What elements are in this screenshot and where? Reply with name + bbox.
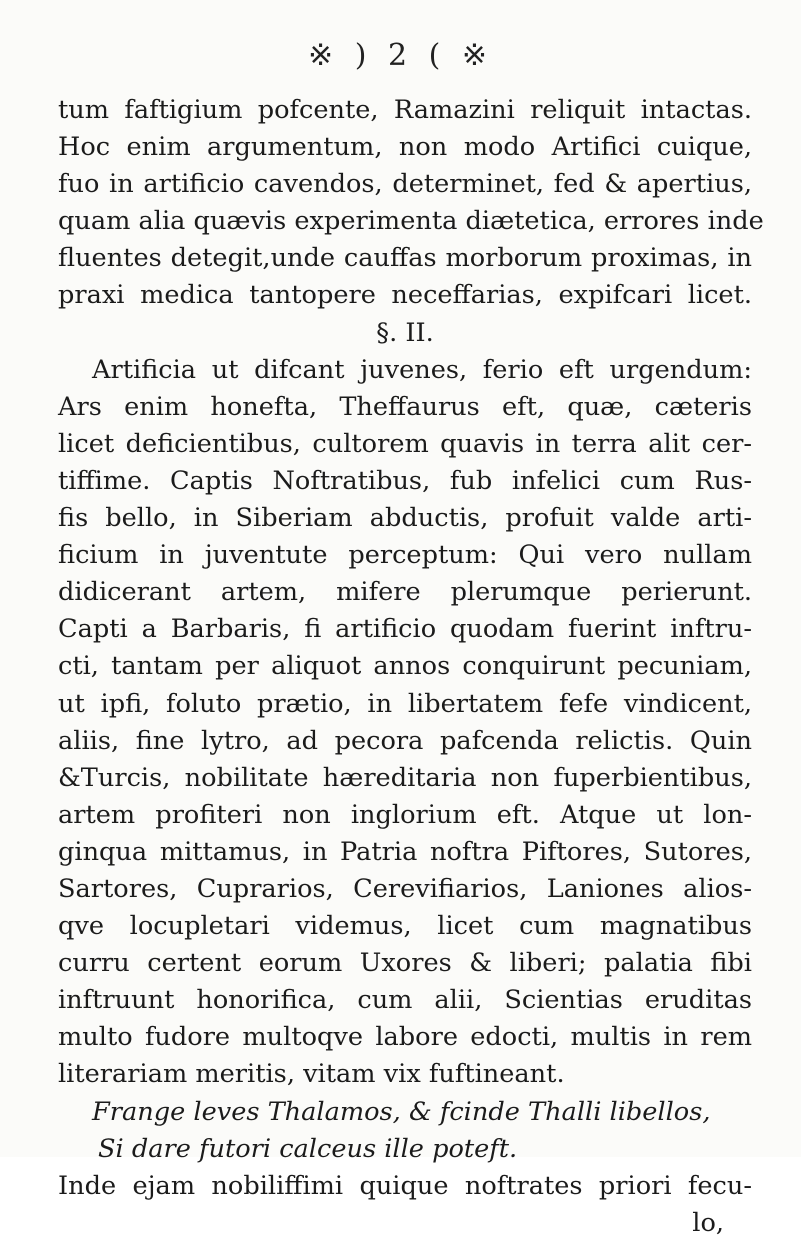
text-line: fuo in artificio cavendos, determinet, fed & apertius, [58, 169, 752, 200]
verse-line: Si dare futori calceus ille poteft. [98, 1133, 518, 1164]
text-line: ficium in juventute perceptum: Qui vero nullam [58, 540, 752, 571]
section-mark: §. II. [376, 317, 434, 348]
text-line: ginqua mittamus, in Patria noftra Piftores, Sutores, [58, 836, 752, 867]
text-line: Inde ejam nobiliffimi quique noftrates priori fecu- [58, 1170, 752, 1201]
text-line: fis bello, in Siberiam abductis, profuit valde arti- [58, 503, 752, 534]
right-ornament: ※ [461, 38, 493, 73]
left-ornament: ※ [308, 38, 340, 73]
text-line: curru certent eorum Uxores & liberi; palatia fibi [58, 948, 752, 979]
text-line: didicerant artem, mifere plerumque perierunt. [58, 577, 752, 608]
text-line: tum faftigium pofcente, Ramazini reliquit intactas. [58, 95, 752, 125]
text-line: Hoc enim argumentum, non modo Artifici cuique, [58, 132, 752, 163]
text-line: quam alia quævis experimenta diætetica, errores inde [58, 206, 764, 237]
text-line: Ars enim honefta, Theffaurus eft, quæ, cæteris [58, 391, 752, 422]
text-line: &Turcis, nobilitate hæreditaria non fuperbientibus, [58, 762, 752, 793]
text-line: Artificia ut difcant juvenes, ferio eft urgendum: [92, 354, 752, 385]
text-line: praxi medica tantopere neceffarias, expifcari licet. [58, 280, 752, 311]
body-text [58, 92, 764, 1242]
text-line: artem profiteri non inglorium eft. Atque ut lon- [58, 799, 752, 830]
text-line: ut ipfi, foluto prætio, in libertatem fefe vindicent, [58, 688, 752, 719]
text-line: Sartores, Cuprarios, Cerevifiarios, Laniones alios- [58, 873, 752, 904]
text-line: Capti a Barbaris, fi artificio quodam fuerint inftru- [58, 614, 752, 645]
text-line: inftruunt honorifica, cum alii, Scientias eruditas [58, 985, 752, 1016]
text-line: licet deficientibus, cultorem quavis in terra alit cer- [58, 428, 752, 459]
page-number: ) 2 ( [354, 38, 447, 73]
catchword: lo, [692, 1207, 724, 1238]
text-line: fluentes detegit,unde cauffas morborum proximas, in [58, 243, 752, 274]
text-line: tiffime. Captis Noftratibus, fub infelici cum Rus- [58, 465, 752, 496]
text-line: qve locupletari videmus, licet cum magnatibus [58, 911, 752, 942]
text-line: cti, tantam per aliquot annos conquirunt pecuniam, [58, 651, 752, 682]
verse-line: Frange leves Thalamos, & fcinde Thalli libellos, [92, 1096, 711, 1127]
page-header [0, 38, 801, 73]
text-line: multo fudore multoqve labore edocti, multis in rem [58, 1022, 752, 1053]
text-line: literariam meritis, vitam vix fuftineant. [58, 1059, 565, 1090]
text-line: aliis, fine lytro, ad pecora pafcenda relictis. Quin [58, 725, 752, 756]
